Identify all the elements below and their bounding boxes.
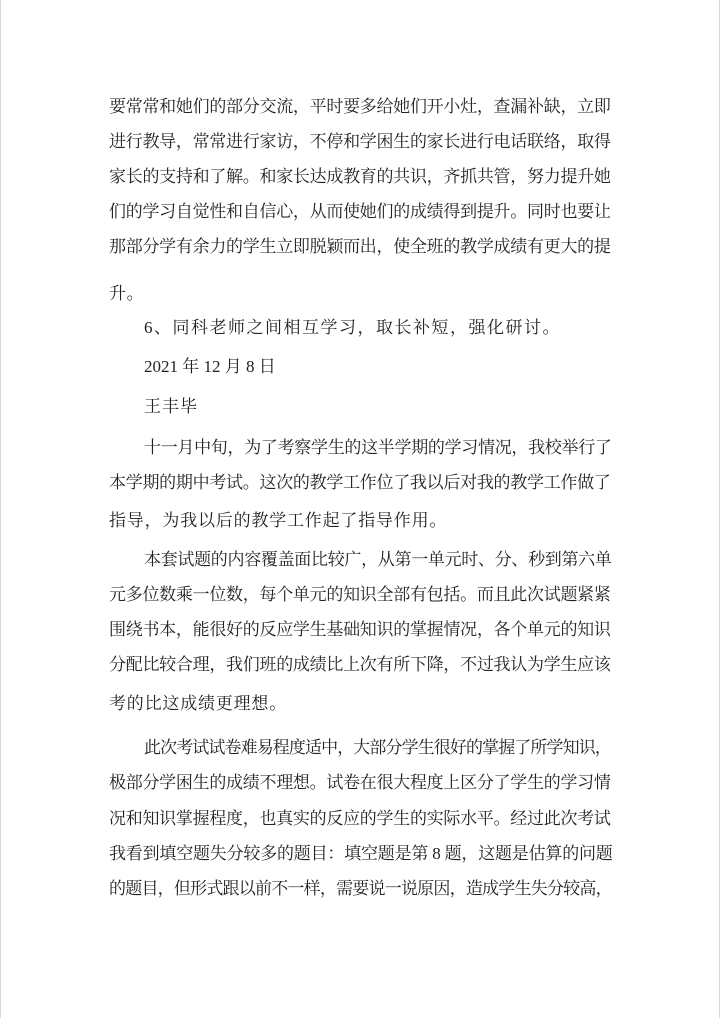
text-line: 此次考试试卷难易程度适中，大部分学生很好的掌握了所学知识， [144, 738, 611, 758]
text-line: 极部分学困生的成绩不理想。试卷在很大程度上区分了学生的学习情 [109, 773, 611, 793]
text-line: 们的学习自觉性和自信心，从而使她们的成绩得到提升。同时也要让 [109, 202, 611, 222]
text-line: 指导，为我以后的教学工作起了指导作用。 [109, 511, 448, 531]
date-line: 2021 年 12 月 8 日 [144, 357, 276, 376]
text-line: 况和知识掌握程度，也真实的反应的学生的实际水平。经过此次考试 [109, 809, 611, 829]
text-line: 我看到填空题失分较多的题目：填空题是第 8 题，这题是估算的问题 [109, 844, 613, 863]
text-line: 进行教导，常常进行家访，不停和学困生的家长进行电话联络，取得 [109, 132, 611, 152]
text-line: 要常常和她们的部分交流，平时要多给她们开小灶，查漏补缺，立即 [109, 97, 611, 117]
text-line: 考的比这成绩更理想。 [109, 694, 287, 714]
text-line: 那部分学有余力的学生立即脱颖而出，使全班的教学成绩有更大的提 [109, 237, 611, 257]
text-line: 元多位数乘一位数，每个单元的知识全部有包括。而且此次试题紧紧 [109, 585, 611, 605]
text-line: 分配比较合理，我们班的成绩比上次有所下降，不过我认为学生应该 [109, 655, 611, 675]
text-line: 十一月中旬，为了考察学生的这半学期的学习情况，我校举行了 [144, 438, 612, 458]
author-line: 王丰毕 [144, 397, 198, 417]
text-line: 家长的支持和了解。和家长达成教育的共识，齐抓共管，努力提升她 [109, 167, 611, 187]
text-line: 的题目，但形式跟以前不一样，需要说一说原因，造成学生失分较高， [109, 879, 612, 899]
text-line: 本学期的期中考试。这次的教学工作位了我以后对我的教学工作做了 [109, 473, 611, 493]
text-line: 升。 [109, 284, 145, 304]
text-line: 本套试题的内容覆盖面比较广，从第一单元时、分、秒到第六单 [144, 550, 612, 570]
text-line: 围绕书本，能很好的反应学生基础知识的掌握情况，各个单元的知识 [109, 620, 611, 640]
list-item-line: 6、同科老师之间相互学习，取长补短，强化研讨。 [144, 318, 561, 337]
